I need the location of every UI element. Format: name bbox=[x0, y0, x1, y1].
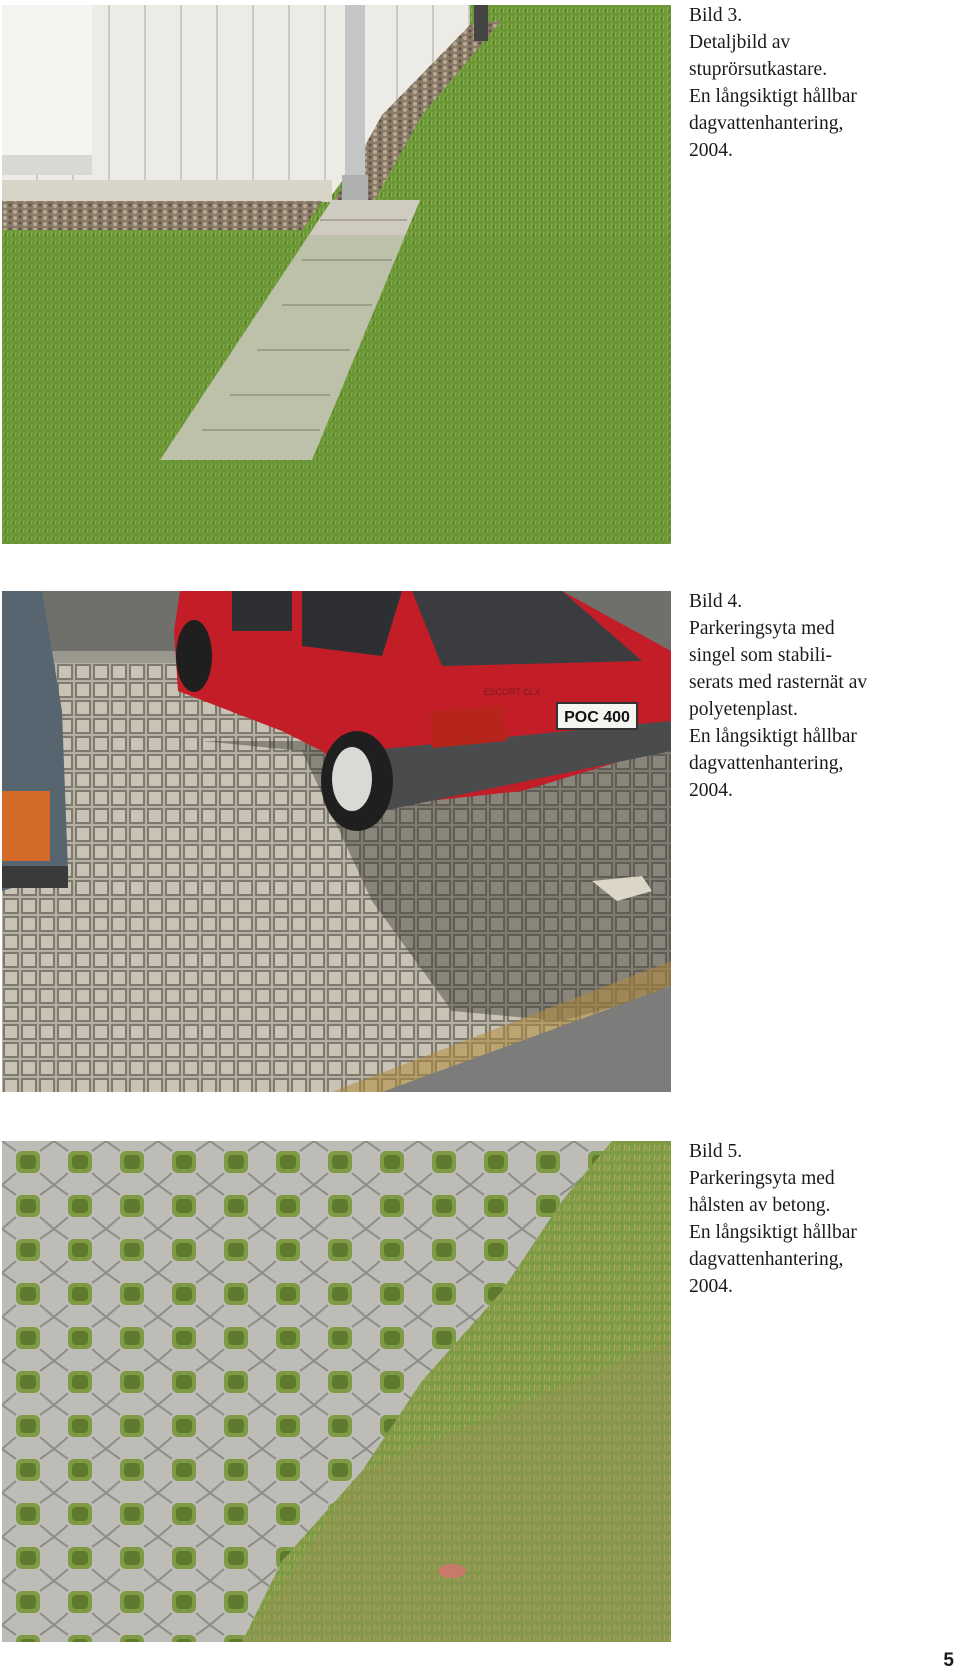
caption-line: dagvattenhantering, bbox=[689, 753, 844, 774]
caption-line: 2004. bbox=[689, 780, 733, 801]
caption-line: dagvattenhantering, bbox=[689, 1249, 844, 1270]
caption-bild-3 bbox=[689, 2, 949, 164]
caption-line: En långsiktigt hållbar bbox=[689, 1222, 857, 1243]
caption-line: Parkeringsyta med bbox=[689, 1168, 835, 1189]
figure-title: Bild 3. bbox=[689, 5, 743, 26]
caption-line: Detaljbild av bbox=[689, 32, 791, 53]
figure-title: Bild 5. bbox=[689, 1141, 743, 1162]
photo-gravel-parking bbox=[2, 591, 671, 1092]
caption-line: 2004. bbox=[689, 140, 733, 161]
license-plate-text: POC 400 bbox=[564, 709, 630, 726]
caption-line: En långsiktigt hållbar bbox=[689, 86, 857, 107]
caption-line: hålsten av betong. bbox=[689, 1195, 831, 1216]
car-badge-text: ESCORT CLX bbox=[483, 687, 541, 697]
caption-line: stuprörsutkastare. bbox=[689, 59, 828, 80]
caption-line: 2004. bbox=[689, 1276, 733, 1297]
caption-line: Parkeringsyta med bbox=[689, 618, 835, 639]
caption-bild-5 bbox=[689, 1138, 949, 1300]
caption-line: singel som stabili- bbox=[689, 645, 832, 666]
caption-line: dagvattenhantering, bbox=[689, 113, 844, 134]
caption-line: En långsiktigt hållbar bbox=[689, 726, 857, 747]
page-number: 5 bbox=[943, 1650, 954, 1671]
caption-line: serats med rasternät av bbox=[689, 672, 868, 693]
caption-bild-4 bbox=[689, 588, 949, 804]
figure-title: Bild 4. bbox=[689, 591, 743, 612]
photo-concrete-pavers bbox=[2, 1141, 671, 1642]
caption-line: polyetenplast. bbox=[689, 699, 798, 720]
photo-downspout bbox=[2, 5, 671, 544]
